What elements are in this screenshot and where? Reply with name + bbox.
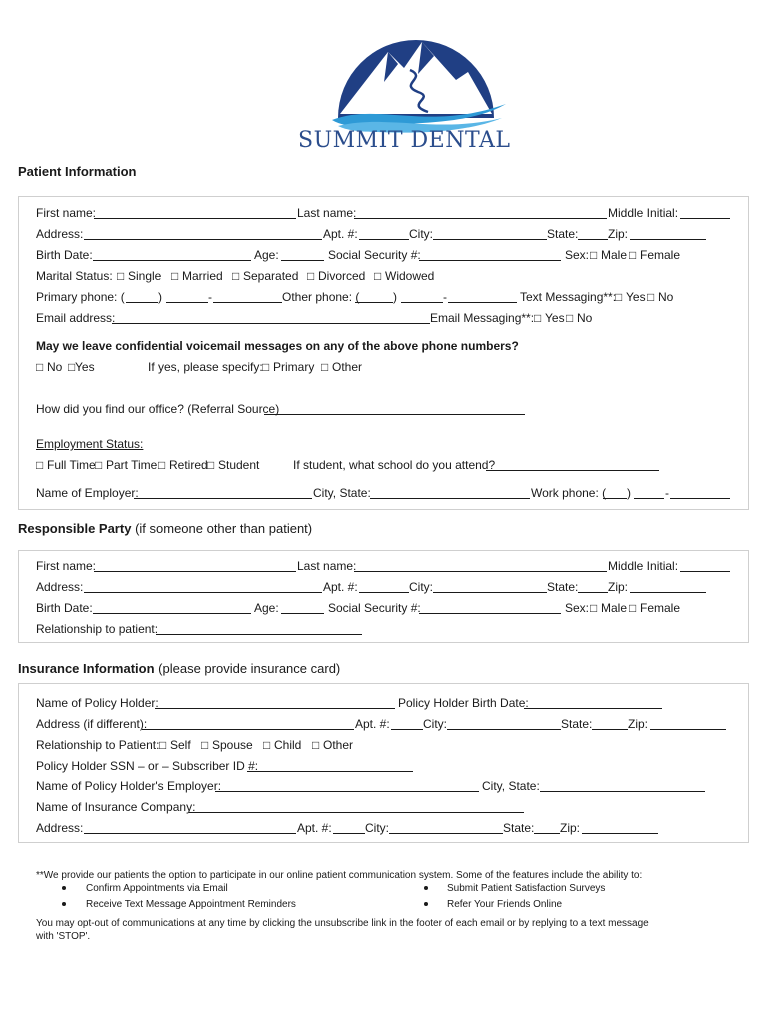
other-phone-line-field[interactable] [448, 302, 517, 303]
feature-refer-friends: Refer Your Friends Online [447, 899, 563, 910]
middle-initial-label: Middle Initial: [608, 206, 679, 220]
ins-address-label: Address: [36, 821, 84, 835]
work-phone-area-field[interactable] [603, 498, 627, 499]
bullet-icon [62, 886, 66, 890]
rp-middle-initial-field[interactable] [680, 571, 730, 572]
ins-state-label: State: [561, 717, 593, 731]
sex-male-checkbox[interactable]: □ [590, 248, 598, 262]
rp-sex-female-checkbox[interactable]: □ [629, 601, 637, 615]
rp-ssn-label: Social Security #: [328, 601, 421, 615]
text-messaging-label: Text Messaging**: [520, 290, 617, 304]
vm-no-label: No [47, 360, 63, 374]
rel-child-label: Child [274, 738, 302, 752]
insurance-heading [18, 661, 340, 677]
text-yes-checkbox[interactable]: □ [615, 290, 623, 304]
primary-phone-line-field[interactable] [213, 302, 282, 303]
marital-widowed-checkbox[interactable]: □ [374, 269, 382, 283]
rp-apt-label: Apt. #: [323, 580, 358, 594]
rp-sex-male-checkbox[interactable]: □ [590, 601, 598, 615]
marital-widowed-label: Widowed [385, 269, 435, 283]
referral-label: How did you find our office? (Referral Source) [36, 402, 280, 416]
emp-student-label: Student [218, 458, 260, 472]
insurance-subtitle: (please provide insurance card) [158, 661, 341, 676]
insurance-title: Insurance Information [18, 661, 155, 676]
rp-last-name-field[interactable] [354, 571, 607, 572]
text-no-label: No [658, 290, 674, 304]
rp-address-field[interactable] [84, 592, 322, 593]
first-name-field[interactable] [94, 218, 296, 219]
voicemail-question: May we leave confidential voicemail messages on any of the above phone numbers? [36, 339, 519, 353]
primary-phone-dash: - [208, 290, 212, 304]
primary-phone-label: Primary phone: ( [36, 290, 125, 304]
rp-relationship-label: Relationship to patient: [36, 622, 159, 636]
rel-self-label: Self [170, 738, 191, 752]
holder-employer-city-field[interactable] [540, 791, 705, 792]
email-no-checkbox[interactable]: □ [566, 311, 574, 325]
apt-label: Apt. #: [323, 227, 358, 241]
ins-address-diff-label: Address (if different): [36, 717, 148, 731]
last-name-field[interactable] [354, 218, 607, 219]
ssn-label: Social Security #: [328, 248, 421, 262]
ins-company-field[interactable] [189, 812, 524, 813]
holder-birth-label: Policy Holder Birth Date: [398, 696, 529, 710]
marital-divorced-label: Divorced [318, 269, 366, 283]
primary-phone-prefix-field[interactable] [166, 302, 208, 303]
feature-surveys: Submit Patient Satisfaction Surveys [447, 883, 606, 894]
sex-female-label: Female [640, 248, 681, 262]
sex-female-checkbox[interactable]: □ [629, 248, 637, 262]
work-phone-dash: - [665, 486, 669, 500]
age-label: Age: [254, 248, 279, 262]
holder-employer-field[interactable] [215, 791, 479, 792]
referral-field[interactable] [264, 414, 525, 415]
rp-sex-female-label: Female [640, 601, 681, 615]
ins-address-diff-field[interactable] [142, 729, 354, 730]
rp-first-name-field[interactable] [94, 571, 296, 572]
emp-parttime-label: Part Time [106, 458, 158, 472]
other-phone-area-field[interactable] [355, 302, 393, 303]
marital-divorced-checkbox[interactable]: □ [307, 269, 315, 283]
responsible-party-subtitle: (if someone other than patient) [135, 521, 313, 536]
marital-single-checkbox[interactable]: □ [117, 269, 125, 283]
bullet-icon [62, 902, 66, 906]
ins2-city-field[interactable] [389, 833, 503, 834]
rp-ssn-field[interactable] [419, 613, 561, 614]
age-field[interactable] [281, 260, 324, 261]
address-label: Address: [36, 227, 84, 241]
email-address-label: Email address: [36, 311, 116, 325]
vm-primary-checkbox[interactable]: □ [262, 360, 270, 374]
vm-other-label: Other [332, 360, 363, 374]
employer-field[interactable] [134, 498, 312, 499]
work-phone-line-field[interactable] [670, 498, 730, 499]
zip-label: Zip: [608, 227, 629, 241]
birth-date-field[interactable] [93, 260, 251, 261]
text-no-checkbox[interactable]: □ [647, 290, 655, 304]
rel-other-label: Other [323, 738, 354, 752]
ins2-apt-label: Apt. #: [297, 821, 332, 835]
employer-label: Name of Employer: [36, 486, 139, 500]
ins-relationship-label: Relationship to Patient: [36, 738, 160, 752]
employer-city-state-label: City, State: [313, 486, 371, 500]
text-yes-label: Yes [626, 290, 646, 304]
other-phone-label: Other phone: ( [282, 290, 360, 304]
rp-birth-date-field[interactable] [93, 613, 251, 614]
vm-no-checkbox[interactable]: □ [36, 360, 44, 374]
middle-initial-field[interactable] [680, 218, 730, 219]
ins2-city-label: City: [365, 821, 389, 835]
school-question-label: If student, what school do you attend? [293, 458, 496, 472]
city-label: City: [409, 227, 433, 241]
ssn-subscriber-label: Policy Holder SSN – or – Subscriber ID #: [36, 759, 259, 773]
ins-address-field[interactable] [84, 833, 296, 834]
optout-line-2: with 'STOP'. [36, 931, 91, 942]
patient-info-heading: Patient Information [18, 164, 137, 179]
policy-holder-field[interactable] [155, 708, 395, 709]
ins-state-field[interactable] [592, 729, 628, 730]
rel-spouse-label: Spouse [212, 738, 253, 752]
feature-confirm: Confirm Appointments via Email [86, 883, 228, 894]
ins2-apt-field[interactable] [333, 833, 365, 834]
city-field[interactable] [433, 239, 547, 240]
ins-city-field[interactable] [447, 729, 561, 730]
rp-zip-label: Zip: [608, 580, 629, 594]
ins2-state-label: State: [503, 821, 535, 835]
ins2-state-field[interactable] [534, 833, 560, 834]
vm-primary-label: Primary [273, 360, 315, 374]
rp-middle-initial-label: Middle Initial: [608, 559, 679, 573]
rp-last-name-label: Last name: [297, 559, 357, 573]
holder-employer-label: Name of Policy Holder's Employer: [36, 779, 222, 793]
vm-yes-checkbox[interactable]: □ [68, 360, 76, 374]
responsible-party-heading [18, 521, 312, 537]
marital-separated-label: Separated [243, 269, 299, 283]
work-phone-label: Work phone: ( [531, 486, 607, 500]
emp-student-checkbox[interactable]: □ [207, 458, 215, 472]
zip-field[interactable] [630, 239, 706, 240]
state-label: State: [547, 227, 579, 241]
other-phone-prefix-field[interactable] [401, 302, 443, 303]
holder-employer-city-label: City, State: [482, 779, 540, 793]
rp-sex-label: Sex: [565, 601, 590, 615]
state-field[interactable] [578, 239, 608, 240]
rp-sex-male-label: Male [601, 601, 628, 615]
rp-birth-date-label: Birth Date: [36, 601, 93, 615]
sex-male-label: Male [601, 248, 628, 262]
email-yes-checkbox[interactable]: □ [534, 311, 542, 325]
last-name-label: Last name: [297, 206, 357, 220]
rp-relationship-field[interactable] [156, 634, 362, 635]
apt-field[interactable] [359, 239, 409, 240]
rel-other-checkbox[interactable]: □ [312, 738, 320, 752]
sex-label: Sex: [565, 248, 590, 262]
logo-wordmark: SUMMIT DENTAL [298, 128, 511, 153]
emp-retired-label: Retired [169, 458, 208, 472]
summit-dental-logo [318, 22, 510, 134]
email-yes-label: Yes [545, 311, 565, 325]
employer-city-state-field[interactable] [370, 498, 530, 499]
vm-other-checkbox[interactable]: □ [321, 360, 329, 374]
ins-company-label: Name of Insurance Company: [36, 800, 196, 814]
vm-yes-label: Yes [75, 360, 95, 374]
emp-retired-checkbox[interactable]: □ [158, 458, 166, 472]
birth-date-label: Birth Date: [36, 248, 93, 262]
primary-phone-paren: ) [158, 290, 162, 304]
address-field[interactable] [84, 239, 322, 240]
ins-apt-field[interactable] [391, 729, 423, 730]
ins-zip-label: Zip: [628, 717, 649, 731]
ssn-field[interactable] [419, 260, 561, 261]
feature-text-reminders: Receive Text Message Appointment Reminders [86, 899, 296, 910]
rp-address-label: Address: [36, 580, 84, 594]
rp-age-field[interactable] [281, 613, 324, 614]
email-no-label: No [577, 311, 593, 325]
marital-single-label: Single [128, 269, 162, 283]
rel-spouse-checkbox[interactable]: □ [201, 738, 209, 752]
marital-married-label: Married [182, 269, 223, 283]
marital-married-checkbox[interactable]: □ [171, 269, 179, 283]
rp-age-label: Age: [254, 601, 279, 615]
rp-zip-field[interactable] [630, 592, 706, 593]
ins2-zip-field[interactable] [582, 833, 658, 834]
marital-separated-checkbox[interactable]: □ [232, 269, 240, 283]
if-yes-label: If yes, please specify: [148, 360, 263, 374]
rp-state-label: State: [547, 580, 579, 594]
rp-state-field[interactable] [578, 592, 608, 593]
school-field[interactable] [486, 470, 659, 471]
bullet-icon [424, 886, 428, 890]
rp-city-label: City: [409, 580, 433, 594]
rp-city-field[interactable] [433, 592, 547, 593]
rp-apt-field[interactable] [359, 592, 409, 593]
marital-status-label: Marital Status: [36, 269, 113, 283]
rel-self-checkbox[interactable]: □ [159, 738, 167, 752]
work-phone-paren: ) [627, 486, 631, 500]
other-phone-dash: - [443, 290, 447, 304]
policy-holder-label: Name of Policy Holder: [36, 696, 159, 710]
first-name-label: First name: [36, 206, 97, 220]
rel-child-checkbox[interactable]: □ [263, 738, 271, 752]
ins-apt-label: Apt. #: [355, 717, 390, 731]
work-phone-prefix-field[interactable] [634, 498, 664, 499]
other-phone-paren: ) [393, 290, 397, 304]
primary-phone-area-field[interactable] [126, 302, 158, 303]
ins-city-label: City: [423, 717, 447, 731]
rp-first-name-label: First name: [36, 559, 97, 573]
ins-zip-field[interactable] [650, 729, 726, 730]
ssn-subscriber-field[interactable] [247, 771, 413, 772]
employment-status-label: Employment Status: [36, 437, 144, 451]
email-address-field[interactable] [112, 323, 430, 324]
optout-line-1: You may opt-out of communications at any time by clicking the unsubscribe link in the footer of each email or by replying to a text message [36, 918, 649, 929]
emp-fulltime-label: Full Time [47, 458, 96, 472]
email-messaging-label: Email Messaging**: [430, 311, 535, 325]
responsible-party-title: Responsible Party [18, 521, 132, 536]
holder-birth-field[interactable] [524, 708, 662, 709]
emp-parttime-checkbox[interactable]: □ [95, 458, 103, 472]
bullet-icon [424, 902, 428, 906]
communication-intro: **We provide our patients the option to participate in our online patient communication system. Some of the features include the ability to: [36, 870, 643, 881]
emp-fulltime-checkbox[interactable]: □ [36, 458, 44, 472]
ins2-zip-label: Zip: [560, 821, 581, 835]
